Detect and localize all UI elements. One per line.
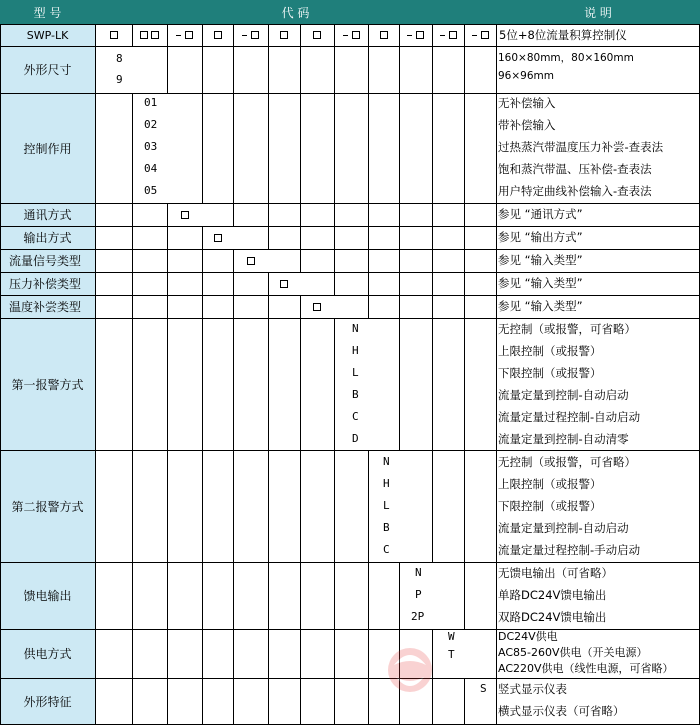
model-desc: 5位+8位流量积算控制仪 — [499, 28, 627, 42]
header-model: 型 号 — [0, 0, 95, 24]
code-a1-D: D — [352, 432, 359, 445]
code-col-line — [233, 249, 234, 725]
code-col-line — [167, 203, 168, 725]
code-col-line — [399, 562, 400, 725]
desc-a1-4: 流量定量到控制-自动启动 — [498, 388, 629, 402]
row-line — [0, 249, 700, 250]
desc-shape-1: 竖式显示仪表 — [498, 682, 567, 696]
code-box — [214, 234, 222, 242]
header-code: 代 码 — [95, 0, 496, 24]
code-col-line — [432, 629, 433, 725]
label-temp-comp: 温度补尝类型 — [0, 295, 95, 318]
label-comm: 通讯方式 — [0, 203, 95, 226]
code-box — [181, 211, 189, 219]
code-ctrl-04: 04 — [144, 162, 158, 175]
code-box — [313, 303, 321, 311]
code-a1-L: L — [352, 366, 359, 379]
label-shape: 外形特征 — [0, 678, 95, 725]
code-col-line — [132, 24, 133, 46]
row-line — [0, 318, 700, 319]
desc-pressure-comp: 参见 “输入类型” — [498, 276, 583, 290]
row-line — [0, 295, 700, 296]
code-box — [140, 31, 148, 39]
code-a2-L: L — [383, 499, 390, 512]
row-line — [0, 203, 700, 204]
label-control-function: 控制作用 — [0, 93, 95, 203]
row-line — [0, 226, 700, 227]
code-box — [251, 31, 259, 39]
desc-feed-1: 无馈电输出（可省略） — [498, 566, 613, 580]
code-col-line — [202, 24, 203, 203]
code-box — [110, 31, 118, 39]
code-box — [481, 31, 489, 39]
desc-comm: 参见 “通讯方式” — [498, 207, 583, 221]
code-col-line — [167, 24, 168, 93]
code-col-line — [368, 24, 369, 318]
code-a2-B: B — [383, 521, 390, 534]
code-a2-N: N — [383, 455, 390, 468]
label-output: 输出方式 — [0, 226, 95, 249]
code-col-line — [132, 93, 133, 725]
code-feed-2P: 2P — [411, 610, 425, 623]
label-alarm1: 第一报警方式 — [0, 318, 95, 450]
code-a1-H: H — [352, 344, 359, 357]
code-box — [280, 280, 288, 288]
code-a1-N: N — [352, 322, 359, 335]
code-shape-S: S — [480, 682, 487, 695]
code-box — [313, 31, 321, 39]
code-dim-9: 9 — [116, 73, 123, 86]
code-col-line — [432, 24, 433, 562]
desc-a2-1: 无控制（或报警，可省略） — [498, 455, 636, 469]
row-line — [0, 46, 700, 47]
code-dash — [472, 35, 477, 36]
desc-ctrl-3: 过热蒸汽带温度压力补尝-查表法 — [498, 140, 664, 154]
code-dash — [242, 35, 247, 36]
code-col-line — [334, 318, 335, 725]
model-name: SWP-LK — [0, 24, 95, 46]
label-feed-output: 馈电输出 — [0, 562, 95, 629]
desc-ctrl-5: 用户特定曲线补偿输入-查表法 — [498, 184, 652, 198]
desc-flow-signal: 参见 “输入类型” — [498, 253, 583, 267]
desc-a1-3: 下限控制（或报警） — [498, 366, 602, 380]
desc-shape-2: 横式显示仪表（可省略） — [498, 704, 625, 718]
desc-a1-1: 无控制（或报警，可省略） — [498, 322, 636, 336]
col-line — [496, 24, 497, 725]
code-col-line — [202, 226, 203, 725]
code-box — [380, 31, 388, 39]
desc-a2-2: 上限控制（或报警） — [498, 477, 602, 491]
code-col-line — [268, 272, 269, 725]
header-desc: 说 明 — [496, 0, 700, 24]
desc-a2-5: 流量定量过程控制-手动启动 — [498, 543, 641, 557]
code-ctrl-01: 01 — [144, 96, 158, 109]
desc-a1-5: 流量定量过程控制-自动启动 — [498, 410, 641, 424]
desc-power-2: AC85-260V供电（开关电源） — [498, 646, 648, 659]
row-line — [0, 272, 700, 273]
row-line — [0, 450, 700, 451]
desc-power-3: AC220V供电（线性电源，可省略） — [498, 662, 674, 675]
code-box — [352, 31, 360, 39]
code-a1-B: B — [352, 388, 359, 401]
code-box — [214, 31, 222, 39]
desc-a1-6: 流量定量到控制-自动清零 — [498, 432, 629, 446]
code-box — [185, 31, 193, 39]
code-box — [449, 31, 457, 39]
row-line — [0, 678, 700, 679]
label-alarm2: 第二报警方式 — [0, 450, 95, 562]
col-line — [95, 24, 96, 725]
code-power-W: W — [448, 630, 455, 643]
label-power: 供电方式 — [0, 629, 95, 678]
code-dash — [407, 35, 412, 36]
code-ctrl-03: 03 — [144, 140, 158, 153]
code-dash — [176, 35, 181, 36]
desc-ctrl-1: 无补偿输入 — [498, 96, 556, 110]
desc-feed-2: 单路DC24V馈电输出 — [498, 588, 607, 602]
label-pressure-comp: 压力补偿类型 — [0, 272, 95, 295]
code-dim-8: 8 — [116, 52, 123, 65]
code-dash — [343, 35, 348, 36]
desc-ctrl-2: 带补偿输入 — [498, 118, 556, 132]
code-a2-C: C — [383, 543, 390, 556]
desc-feed-3: 双路DC24V馈电输出 — [498, 610, 607, 624]
code-col-line — [300, 24, 301, 272]
code-feed-P: P — [415, 588, 422, 601]
desc-dim-1: 160×80mm，80×160mm — [498, 52, 634, 64]
row-line — [0, 562, 700, 563]
code-box — [280, 31, 288, 39]
desc-a2-4: 流量定量到控制-自动启动 — [498, 521, 629, 535]
code-box — [151, 31, 159, 39]
code-col-line — [464, 678, 465, 725]
code-col-line — [368, 450, 369, 725]
label-dimensions: 外形尺寸 — [0, 46, 95, 93]
desc-a1-2: 上限控制（或报警） — [498, 344, 602, 358]
code-col-line — [268, 24, 269, 249]
row-line — [0, 629, 700, 630]
code-col-line — [233, 24, 234, 226]
code-a2-H: H — [383, 477, 390, 490]
desc-ctrl-4: 饱和蒸汽带温、压补偿-查表法 — [498, 162, 652, 176]
code-ctrl-05: 05 — [144, 184, 158, 197]
desc-output: 参见 “输出方式” — [498, 230, 583, 244]
code-col-line — [300, 295, 301, 725]
desc-power-1: DC24V供电 — [498, 630, 558, 643]
desc-dim-2: 96×96mm — [498, 70, 554, 82]
desc-a2-3: 下限控制（或报警） — [498, 499, 602, 513]
code-dash — [440, 35, 445, 36]
code-col-line — [334, 24, 335, 295]
label-flow-signal: 流量信号类型 — [0, 249, 95, 272]
row-line — [0, 24, 700, 25]
row-line — [0, 93, 700, 94]
code-power-T: T — [448, 648, 455, 661]
code-col-line — [464, 24, 465, 629]
code-box — [247, 257, 255, 265]
desc-temp-comp: 参见 “输入类型” — [498, 299, 583, 313]
code-feed-N: N — [415, 566, 422, 579]
code-col-line — [399, 24, 400, 450]
code-box — [416, 31, 424, 39]
col-line — [0, 24, 1, 725]
code-a1-C: C — [352, 410, 359, 423]
code-ctrl-02: 02 — [144, 118, 158, 131]
